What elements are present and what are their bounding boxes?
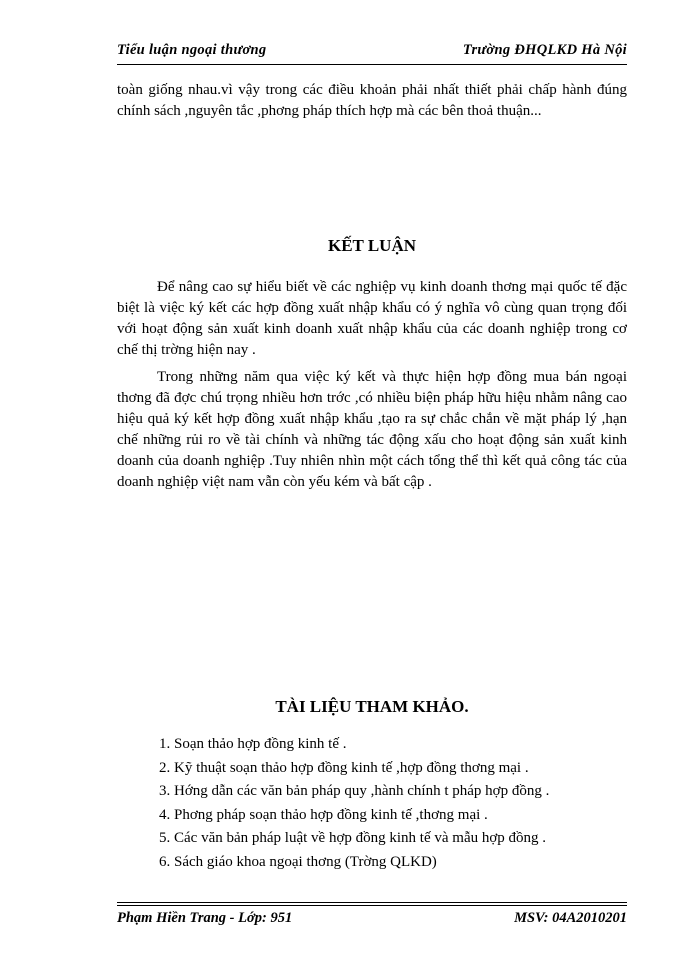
conclusion-paragraph-1: Để nâng cao sự hiểu biết về các nghiệp vụ kinh doanh thơng mại quốc tế đặc biệt là việc ký kết các hợp đồng xuất nhập khẩu có ý nghĩa vô cùng quan trọng đối với hoạt động sản xuất kinh doanh xuất nhập khẩu của các doanh nghiệp trong cơ chế thị trờng hiện nay . xyxy=(117,279,627,358)
page-header xyxy=(117,40,627,65)
reference-item: 2. Kỹ thuật soạn thảo hợp đồng kinh tế ,hợp đồng thơng mại . xyxy=(159,759,529,776)
reference-item: 4. Phơng pháp soạn thảo hợp đồng kinh tế ,thơng mại . xyxy=(159,806,488,823)
footer-student-name: Phạm Hiền Trang - Lớp: 951 xyxy=(117,910,293,926)
conclusion-paragraph-2: Trong những năm qua việc ký kết và thực hiện hợp đồng mua bán ngoại thơng đã đợc chú trọng nhiều hơn trớc ,có nhiều biện pháp hữu hiệu nhằm nâng cao hiệu quả ký kết hợp đồng xuất nhập khẩu ,tạo ra sự chắc chắn về mặt pháp lý ,hạn chế những rủi ro về tài chính và những tác động xấu cho hoạt động sản xuất kinh doanh của doanh nghiệp .Tuy nhiên nhìn một cách tổng thể thì kết quả công tác của doanh nghiệp việt nam vẫn còn yếu kém và bất cập . xyxy=(117,369,627,490)
page-footer xyxy=(117,902,627,942)
footer-student-id: MSV: 04A2010201 xyxy=(514,910,627,926)
intro-paragraph: toàn giống nhau.vì vậy trong các điều khoản phải nhất thiết phải chấp hành đúng chính sách ,nguyên tắc ,phơng pháp thích hợp mà các bên thoả thuận... xyxy=(117,82,627,119)
footer-rule-inner xyxy=(117,905,627,906)
reference-item: 5. Các văn bản pháp luật về hợp đồng kinh tế và mẫu hợp đồng . xyxy=(159,830,547,847)
reference-item: 1. Soạn thảo hợp đồng kinh tế . xyxy=(159,736,347,752)
references-heading: TÀI LIỆU THAM KHẢO. xyxy=(275,697,469,716)
references-list xyxy=(159,733,629,875)
reference-item: 6. Sách giáo khoa ngoại thơng (Trờng QLKD) xyxy=(159,853,437,870)
header-course-title: Tiểu luận ngoại thương xyxy=(117,42,267,58)
header-school-name: Trường ĐHQLKD Hà Nội xyxy=(462,42,627,58)
footer-rule xyxy=(117,902,627,903)
conclusion-heading: KẾT LUẬN xyxy=(327,236,416,255)
reference-item: 3. Hớng dẫn các văn bản pháp quy ,hành chính t pháp hợp đồng . xyxy=(159,783,550,800)
